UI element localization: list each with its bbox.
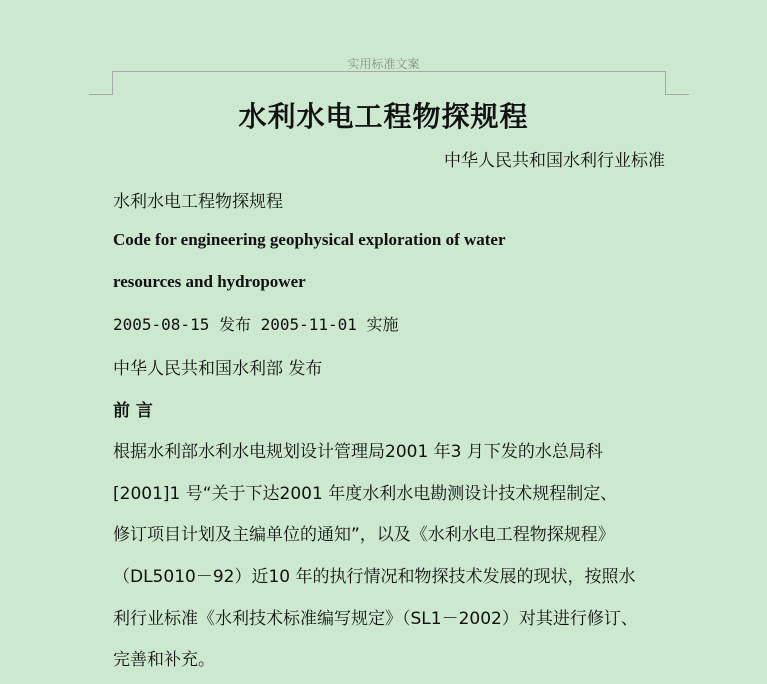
publisher-line: 中华人民共和国水利部 发布	[113, 359, 323, 379]
preface-heading: 前 言	[113, 401, 153, 421]
subtitle-cn: 水利水电工程物探规程	[113, 192, 283, 212]
body-line-6: 完善和补充。	[113, 650, 215, 670]
page-header-label: 实用标准文案	[347, 57, 420, 71]
header-rule	[113, 71, 665, 72]
body-line-3: 修订项目计划及主编单位的通知”，以及《水利水电工程物探规程》	[113, 525, 615, 545]
subtitle-en-line-2: resources and hydropower	[113, 272, 306, 291]
body-line-4: （DL5010－92）近10 年的执行情况和物探技术发展的现状，按照水	[113, 567, 636, 587]
body-line-2: [2001]1 号“关于下达2001 年度水利水电勘测设计技术规程制定、	[113, 484, 618, 504]
body-line-1: 根据水利部水利水电规划设计管理局2001 年3 月下发的水总局科	[113, 442, 603, 462]
issuer-line: 中华人民共和国水利行业标准	[444, 151, 665, 171]
margin-corner-left-vertical	[112, 71, 113, 94]
subtitle-en-line-1: Code for engineering geophysical exploration of water	[113, 230, 506, 249]
dates-line: 2005-08-15 发布 2005-11-01 实施	[113, 315, 399, 334]
margin-corner-right-vertical	[665, 71, 666, 94]
body-line-5: 利行业标准《水利技术标准编写规定》（SL1－2002）对其进行修订、	[113, 609, 638, 629]
document-title: 水利水电工程物探规程	[238, 100, 529, 133]
